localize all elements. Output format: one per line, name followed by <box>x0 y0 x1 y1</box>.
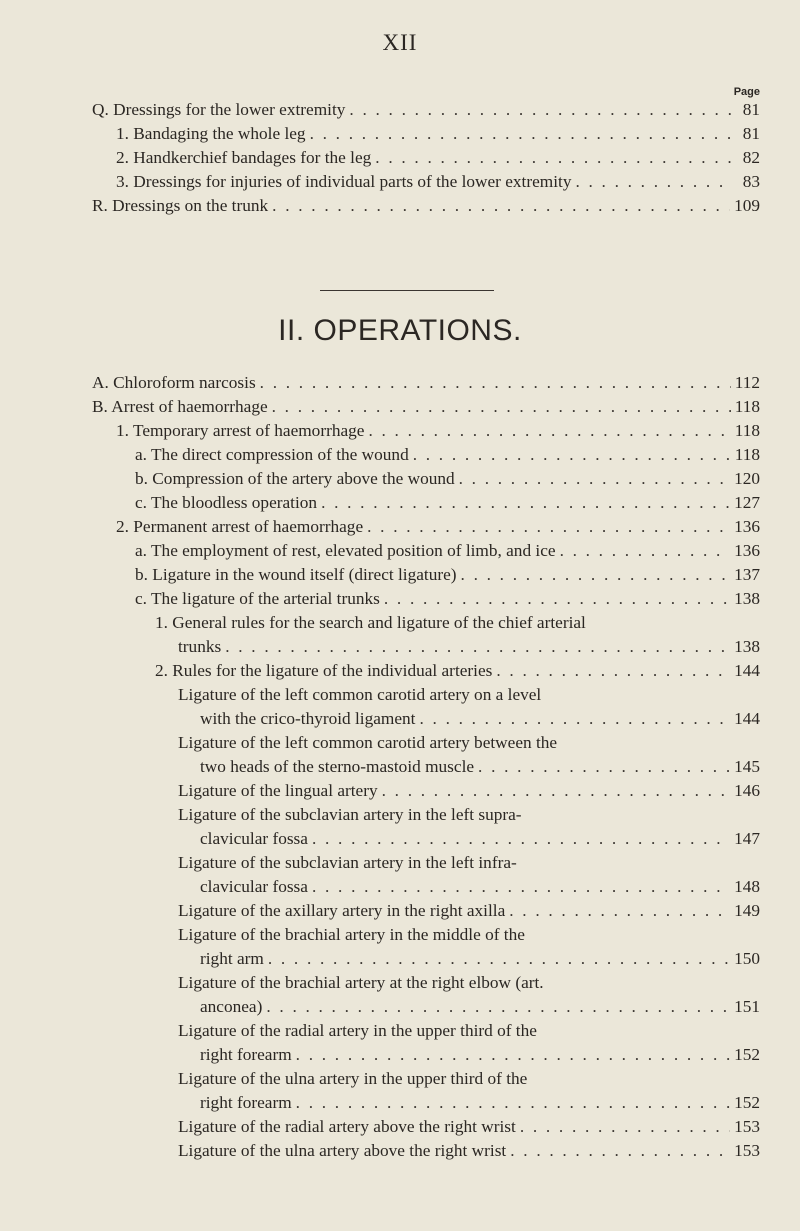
toc-entry-label: clavicular fossa <box>200 829 308 848</box>
section-divider <box>320 290 494 291</box>
leader-dots <box>510 1139 730 1163</box>
toc-entry-label: Ligature of the left common carotid artery on a level <box>178 685 542 704</box>
toc-entry-page: 150 <box>734 949 760 968</box>
leader-dots <box>349 98 732 122</box>
toc-entry-label: A. Chloroform narcosis <box>92 373 256 392</box>
toc-entry-label: Ligature of the brachial artery at the right elbow (art. <box>178 973 544 992</box>
toc-entry-label: b. Ligature in the wound itself (direct ligature) <box>135 565 457 584</box>
toc-entry <box>116 515 760 539</box>
toc-entry <box>135 539 760 563</box>
toc-entry-page: 147 <box>734 829 760 848</box>
toc-entry-page: 118 <box>734 397 760 416</box>
toc-entry <box>92 98 760 122</box>
leader-dots <box>312 827 730 851</box>
toc-entry-label: Ligature of the left common carotid artery between the <box>178 733 558 752</box>
leader-dots <box>310 122 732 146</box>
toc-entry-label: right forearm <box>200 1045 292 1064</box>
toc-entry <box>200 755 760 779</box>
leader-dots <box>321 491 730 515</box>
toc-entry <box>200 707 760 731</box>
leader-dots <box>461 563 731 587</box>
leader-dots <box>419 707 730 731</box>
toc-entry-page: 83 <box>742 172 760 191</box>
toc-entry <box>116 146 760 170</box>
toc-entry-label: Ligature of the brachial artery in the middle of the <box>178 925 525 944</box>
toc-entry-label: right arm <box>200 949 264 968</box>
toc-entry-page: 148 <box>734 877 760 896</box>
toc-entry <box>135 491 760 515</box>
toc-entry <box>92 395 760 419</box>
toc-entry-page: 118 <box>734 421 760 440</box>
toc-entry-label: two heads of the sterno-mastoid muscle <box>200 757 475 776</box>
toc-entry-label: c. The ligature of the arterial trunks <box>135 589 380 608</box>
toc-entry <box>200 1091 760 1115</box>
leader-dots <box>382 779 730 803</box>
toc-entry-page: 146 <box>734 781 760 800</box>
toc-entry-label: Q. Dressings for the lower extremity <box>92 100 346 119</box>
toc-entry <box>200 995 760 1019</box>
toc-entry <box>135 467 760 491</box>
leader-dots <box>520 1115 730 1139</box>
toc-entry-label: Ligature of the subclavian artery in the left infra- <box>178 853 517 872</box>
toc-entry <box>116 122 760 146</box>
toc-entry-label: 2. Handkerchief bandages for the leg <box>116 148 372 167</box>
toc-entry <box>155 659 760 683</box>
leader-dots <box>575 170 732 194</box>
toc-entry-page: 149 <box>734 901 760 920</box>
toc-entry-label: b. Compression of the artery above the wound <box>135 469 455 488</box>
toc-entry-page: 81 <box>742 100 760 119</box>
toc-entry <box>135 587 760 611</box>
toc-entry <box>178 779 760 803</box>
toc-entry-label: Ligature of the subclavian artery in the left supra- <box>178 805 522 824</box>
toc-entry-page: 118 <box>734 445 760 464</box>
page-column-label: Page <box>733 86 760 98</box>
toc-entry-page: 152 <box>734 1045 760 1064</box>
toc-entry <box>135 443 760 467</box>
toc-entry <box>200 875 760 899</box>
toc-entry-label: trunks <box>178 637 222 656</box>
page-number: XII <box>382 30 418 55</box>
toc-entry-page: 144 <box>734 661 760 680</box>
leader-dots <box>459 467 730 491</box>
toc-entry-label: 2. Rules for the ligature of the individual arteries <box>155 661 493 680</box>
toc-entry-label: right forearm <box>200 1093 292 1112</box>
leader-dots <box>225 635 730 659</box>
leader-dots <box>367 515 730 539</box>
leader-dots <box>478 755 730 779</box>
toc-entry-label: anconea) <box>200 997 263 1016</box>
leader-dots <box>312 875 730 899</box>
leader-dots <box>260 371 731 395</box>
leader-dots <box>384 587 730 611</box>
toc-entry-page: 145 <box>734 757 760 776</box>
leader-dots <box>368 419 730 443</box>
toc-entry-page: 137 <box>734 565 760 584</box>
toc-entry <box>116 419 760 443</box>
toc-entry-page: 136 <box>734 541 760 560</box>
leader-dots <box>296 1091 730 1115</box>
leader-dots <box>560 539 731 563</box>
leader-dots <box>509 899 730 923</box>
toc-entry-label: 1. Temporary arrest of haemorrhage <box>116 421 365 440</box>
toc-entry-label: a. The employment of rest, elevated position of limb, and ice <box>135 541 556 560</box>
toc-entry <box>92 371 760 395</box>
toc-entry <box>178 1115 760 1139</box>
toc-entry-page: 144 <box>734 709 760 728</box>
leader-dots <box>496 659 730 683</box>
toc-entry-label: B. Arrest of haemorrhage <box>92 397 268 416</box>
toc-entry-page: 138 <box>734 637 760 656</box>
toc-entry-page: 153 <box>734 1117 760 1136</box>
leader-dots <box>272 194 730 218</box>
toc-entry <box>135 563 760 587</box>
toc-entry-label: Ligature of the axillary artery in the right axilla <box>178 901 506 920</box>
toc-entry-label: Ligature of the ulna artery in the upper third of the <box>178 1069 528 1088</box>
toc-entry-label: 3. Dressings for injuries of individual parts of the lower extremity <box>116 172 572 191</box>
toc-entry-page: 153 <box>734 1141 760 1160</box>
toc-entry <box>178 635 760 659</box>
toc-entry-page: 138 <box>734 589 760 608</box>
toc-entry-page: 120 <box>734 469 760 488</box>
toc-entry-label: Ligature of the ulna artery above the right wrist <box>178 1141 507 1160</box>
leader-dots <box>266 995 730 1019</box>
toc-entry <box>116 170 760 194</box>
leader-dots <box>272 395 731 419</box>
toc-entry-page: 82 <box>742 148 760 167</box>
toc-entry-page: 112 <box>734 373 760 392</box>
leader-dots <box>296 1043 730 1067</box>
toc-entry <box>178 1139 760 1163</box>
toc-entry-label: clavicular fossa <box>200 877 308 896</box>
toc-entry-label: 1. Bandaging the whole leg <box>116 124 306 143</box>
section-title: II. OPERATIONS. <box>278 314 522 347</box>
toc-entry-page: 151 <box>734 997 760 1016</box>
toc-entry <box>200 827 760 851</box>
toc-entry <box>200 1043 760 1067</box>
toc-entry-page: 127 <box>734 493 760 512</box>
toc-entry-label: 1. General rules for the search and ligature of the chief arterial <box>155 613 586 632</box>
toc-entry-label: a. The direct compression of the wound <box>135 445 409 464</box>
leader-dots <box>375 146 732 170</box>
toc-entry-page: 152 <box>734 1093 760 1112</box>
leader-dots <box>413 443 731 467</box>
toc-entry <box>178 899 760 923</box>
toc-entry-page: 109 <box>734 196 760 215</box>
toc-entry <box>92 194 760 218</box>
toc-entry-page: 136 <box>734 517 760 536</box>
toc-entry-label: Ligature of the radial artery above the right wrist <box>178 1117 516 1136</box>
toc-entry-label: Ligature of the lingual artery <box>178 781 378 800</box>
toc-entry-page: 81 <box>742 124 760 143</box>
toc-entry-label: c. The bloodless operation <box>135 493 318 512</box>
toc-entry-label: 2. Permanent arrest of haemorrhage <box>116 517 364 536</box>
leader-dots <box>268 947 730 971</box>
toc-entry-label: Ligature of the radial artery in the upper third of the <box>178 1021 537 1040</box>
toc-entry-label: with the crico-thyroid ligament <box>200 709 416 728</box>
toc-entry-label: R. Dressings on the trunk <box>92 196 269 215</box>
toc-entry <box>200 947 760 971</box>
